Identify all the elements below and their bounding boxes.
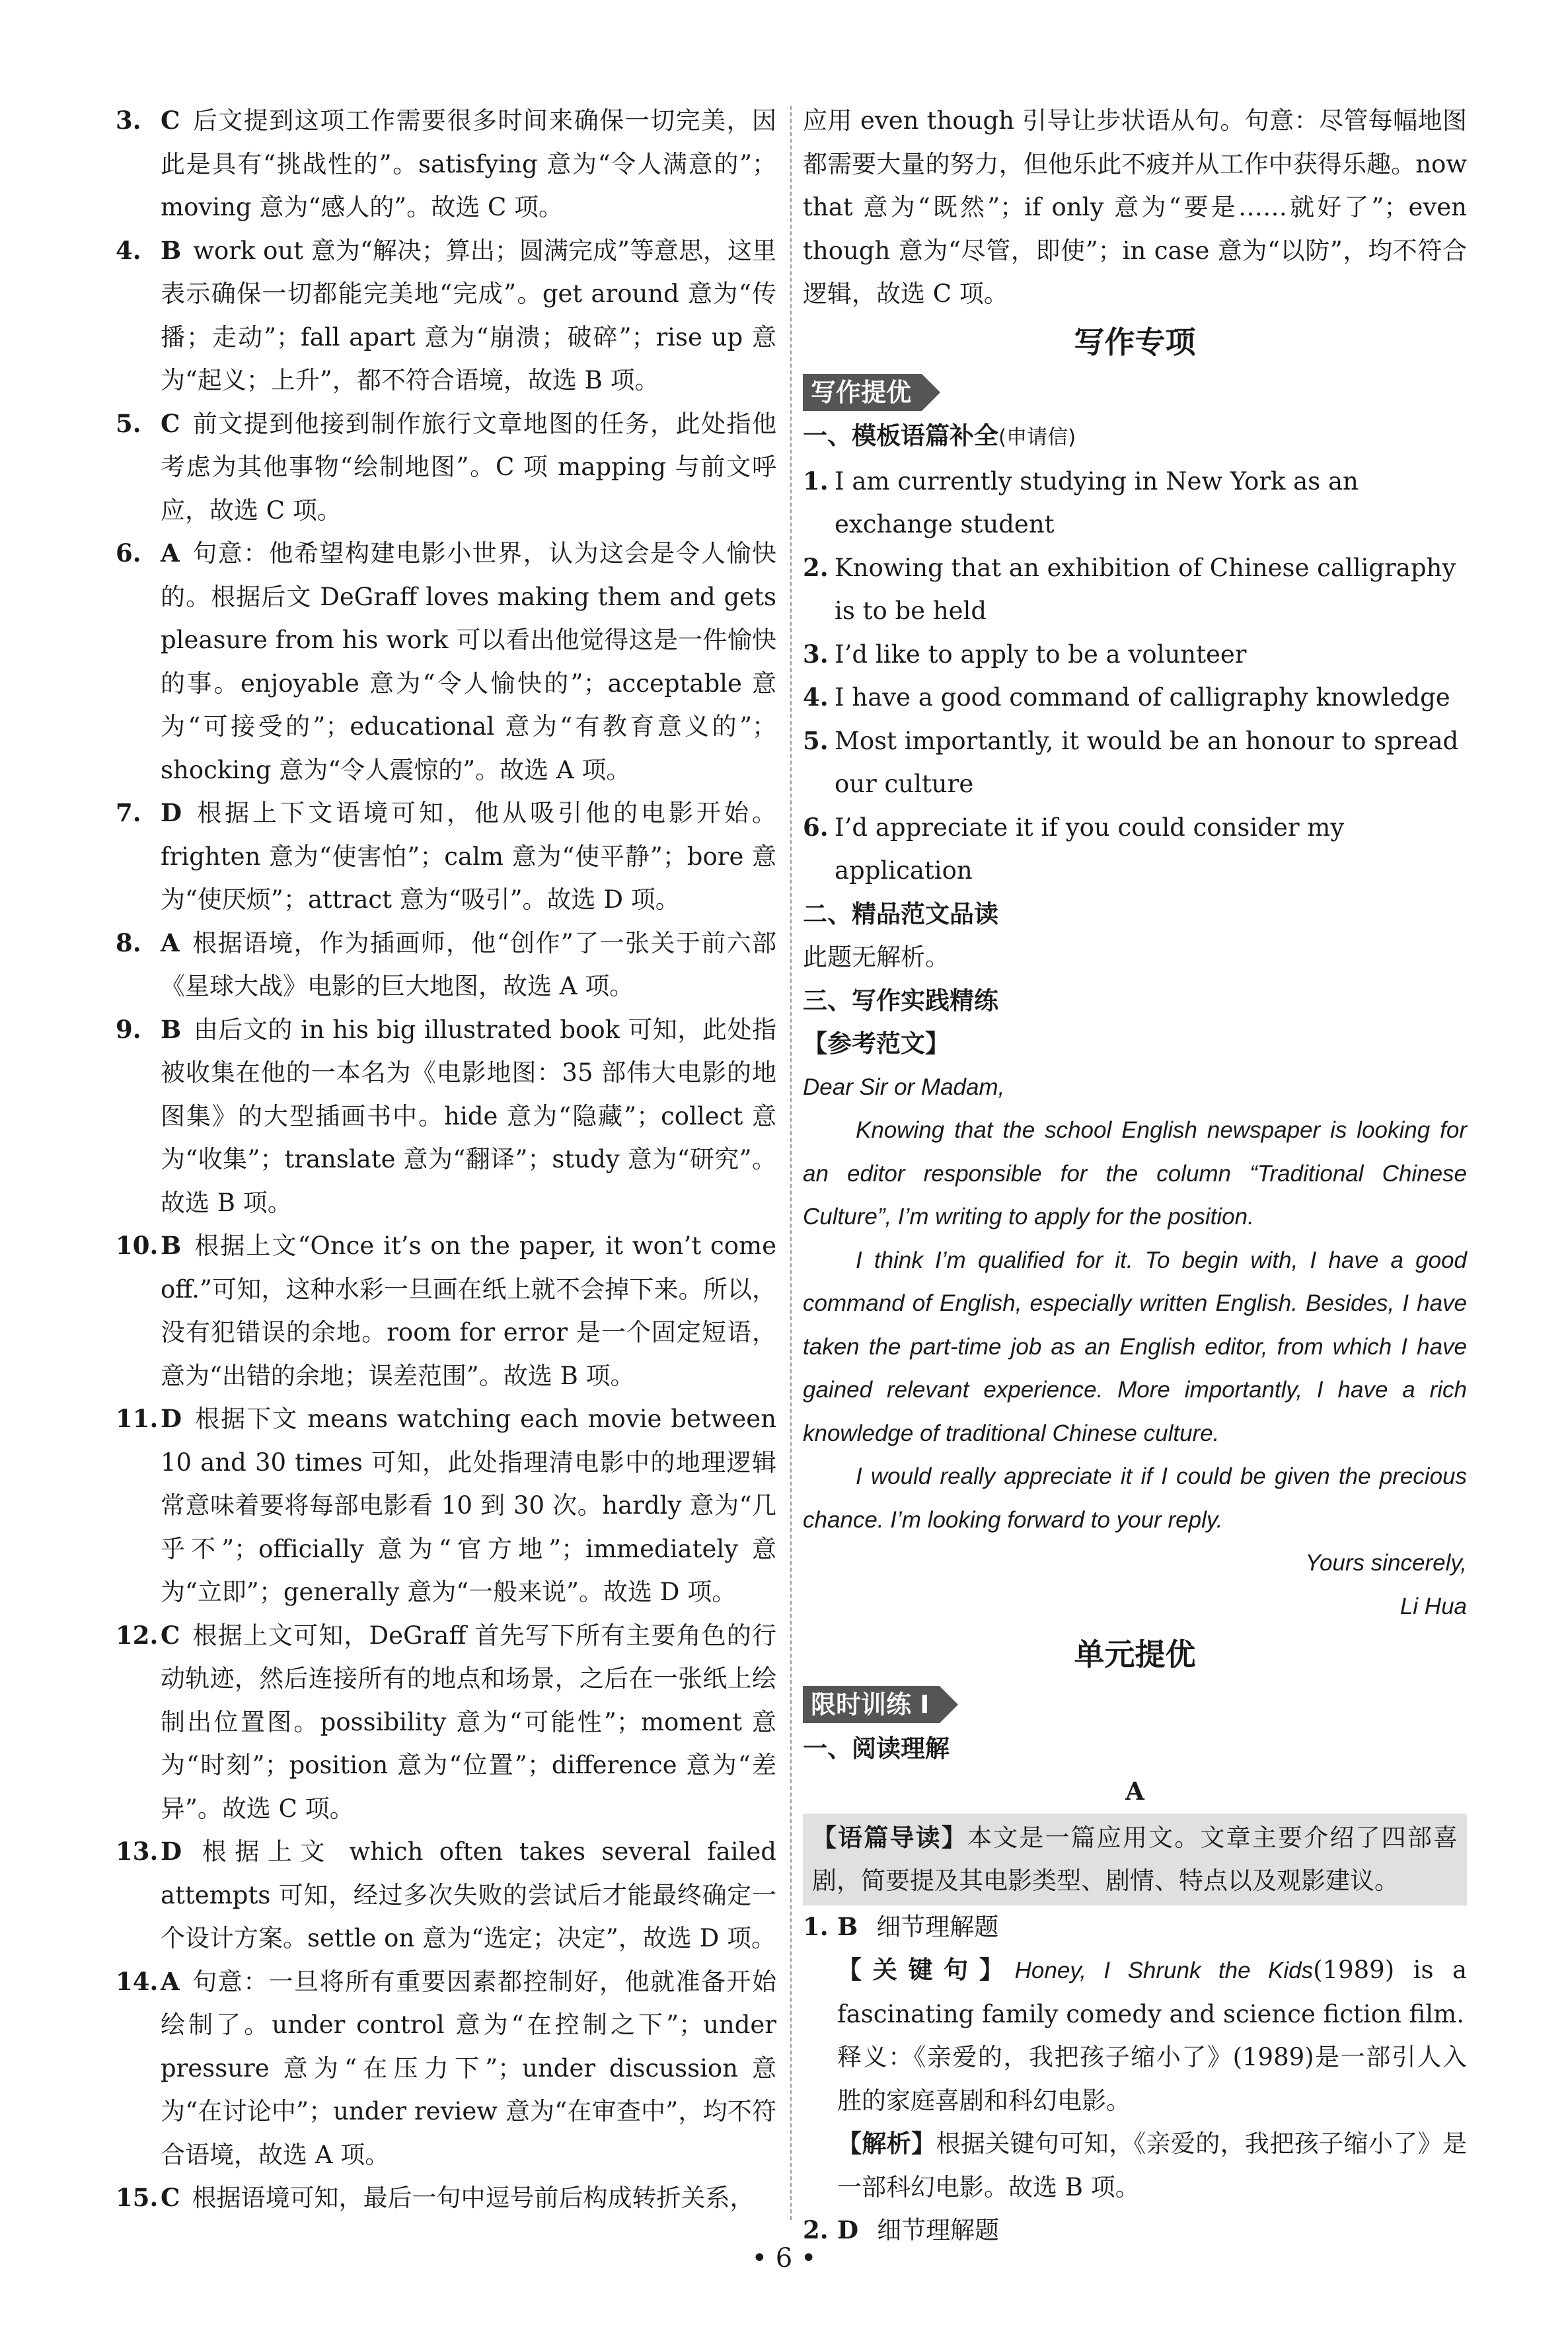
letter-paragraph-1: Knowing that the school English newspaper is looking for an editor responsible for the column “Traditional Chinese Culture”, I’m writing to apply for the position. xyxy=(803,1117,1467,1230)
page-number: • 6 • xyxy=(751,2243,817,2273)
passage-label: A xyxy=(1125,1777,1144,1806)
answer-item-5: 5. C 前文提到他接到制作旅行文章地图的任务，此处指他考虑为其他事物“绘制地图”。C 项 mapping 与前文呼应，故选 C 项。 xyxy=(116,408,776,525)
unit-section-title: 单元提优 xyxy=(1074,1637,1196,1672)
sec1-title: 一、模板语篇补全(申请信) xyxy=(803,422,1076,450)
sec1-item: 5. Most importantly, it would be an honour to spread our culture xyxy=(803,725,1459,798)
answer-item-6: 6. A 句意：他希望构建电影小世界，认为这会是令人愉快的。根据后文 DeGraff loves making them and gets pleasure from his work 可以看出他觉得这是一件愉快的事。enjoyable 意为“令人愉快的”；acceptable 意为“可接受的”；educational 意为“有教育意义的”；shocking 意为“令人震惊的”。故选 A 项。 xyxy=(116,538,776,784)
key-sentence: 【关键句】Honey, I Shrunk the Kids(1989) is a fascinating family comedy and science fiction film. xyxy=(837,1955,1467,2028)
letter-salutation: Dear Sir or Madam, xyxy=(803,1074,1005,1100)
letter-paragraph-2: I think I’m qualified for it. To begin with, I have a good command of English, especially written English. Besides, I have taken the part-time job as an English editor, from which I have gained relevant experience. More importantly, I have a rich knowledge of traditional Chinese culture. xyxy=(803,1247,1467,1446)
sec1-item: 2. Knowing that an exhibition of Chinese calligraphy is to be held xyxy=(803,552,1456,625)
question-2: 2. D 细节理解题 xyxy=(803,2215,1000,2244)
passage-guide: 【语篇导读】本文是一篇应用文。文章主要介绍了四部喜剧，简要提及其电影类型、剧情、特点以及观影建议。 xyxy=(803,1814,1467,1905)
sec3-title: 三、写作实践精练 xyxy=(803,986,998,1015)
answer-item-7: 7. D 根据上下文语境可知，他从吸引他的电影开始。frighten 意为“使害怕”；calm 意为“使平静”；bore 意为“使厌烦”；attract 意为“吸引”。故选 D 项。 xyxy=(116,798,776,914)
reference-label: 【参考范文】 xyxy=(803,1029,950,1058)
right-column xyxy=(803,99,1467,2252)
answer-item-15-continuation: 应用 even though 引导让步状语从句。句意：尽管每幅地图都需要大量的努力，但他乐此不疲并从工作中获得乐趣。now that 意为“既然”；if only 意为“要是……就好了”；even though 意为“尽管，即使”；in case 意为“以防”，均不符合逻辑，故选 C 项。 xyxy=(803,106,1467,308)
letter-paragraph-3: I would really appreciate it if I could be given the precious chance. I’m looking forward to your reply. xyxy=(803,1463,1467,1533)
writing-section-title: 写作专项 xyxy=(1074,324,1196,360)
answer-item-3: 3. C 后文提到这项工作需要很多时间来确保一切完美，因此是具有“挑战性的”。satisfying 意为“令人满意的”；moving 意为“感人的”。故选 C 项。 xyxy=(116,106,776,221)
answer-item-13: 13. D 根据上文 which often takes several failed attempts 可知，经过多次失败的尝试后才能最终确定一个设计方案。settle on 意为“选定；决定”，故选 D 项。 xyxy=(116,1837,776,1952)
letter-closing: Yours sincerely, xyxy=(1305,1550,1467,1576)
unit-banner: 限时训练 Ⅰ xyxy=(803,1686,940,1723)
question-1: 1. B 细节理解题 xyxy=(803,1911,999,1941)
answer-item-8: 8. A 根据语境，作为插画师，他“创作”了一张关于前六部《星球大战》电影的巨大地图，故选 A 项。 xyxy=(116,928,776,1000)
sec1-item: 1. I am currently studying in New York as an exchange student xyxy=(803,466,1359,538)
answer-item-15: 15. C 根据语境可知，最后一句中逗号前后构成转折关系， xyxy=(116,2183,755,2212)
answer-item-4: 4. B work out 意为“解决；算出；圆满完成”等意思，这里表示确保一切都能完美地“完成”。get around 意为“传播；走动”；fall apart 意为“崩溃；破碎”；rise up 意为“起义；上升”，都不符合语境，故选 B 项。 xyxy=(116,235,776,394)
answer-item-14: 14. A 句意：一旦将所有重要因素都控制好，他就准备开始绘制了。under control 意为“在控制之下”；under pressure 意为“在压力下”；under discussion 意为“在讨论中”；under review 意为“在审查中”，均不符合语境，故选 A 项。 xyxy=(116,1966,776,2169)
left-column xyxy=(116,99,776,2220)
answer-item-9: 9. B 由后文的 in his big illustrated book 可知，此处指被收集在他的一本名为《电影地图：35 部伟大电影的地图集》的大型插画书中。hide 意为“隐藏”；collect 意为“收集”；translate 意为“翻译”；study 意为“研究”。故选 B 项。 xyxy=(116,1014,776,1217)
sec2-title: 二、精品范文品读 xyxy=(803,899,998,928)
answer-item-12: 12. C 根据上文可知，DeGraff 首先写下所有主要角色的行动轨迹，然后连接所有的地点和场景，之后在一张纸上绘制出位置图。possibility 意为“可能性”；moment 意为“时刻”；position 意为“位置”；difference 意为“差异”。故选 C 项。 xyxy=(116,1620,776,1823)
column-divider xyxy=(790,106,792,2220)
sec1-item: 4. I have a good command of calligraphy knowledge xyxy=(803,683,1450,712)
writing-banner: 写作提优 xyxy=(803,374,922,411)
key-sentence-explanation: 释义：《亲爱的，我把孩子缩小了》(1989)是一部引人入胜的家庭喜剧和科幻电影。 xyxy=(837,2043,1468,2115)
reading-section-title: 一、阅读理解 xyxy=(803,1734,950,1763)
analysis: 【解析】根据关键句可知，《亲爱的，我把孩子缩小了》是一部科幻电影。故选 B 项。 xyxy=(837,2129,1468,2201)
sec1-item: 6. I’d appreciate it if you could consider my application xyxy=(803,812,1345,885)
answer-item-11: 11. D 根据下文 means watching each movie between 10 and 30 times 可知，此处指理清电影中的地理逻辑常意味着要将每部电影看 10 到 30 次。hardly 意为“几乎不”；officially 意为“官方地”；immediately 意为“立即”；generally 意为“一般来说”。故选 D 项。 xyxy=(116,1404,776,1606)
sec1-item: 3. I’d like to apply to be a volunteer xyxy=(803,639,1247,669)
sec2-text: 此题无解析。 xyxy=(803,943,950,971)
answer-item-10: 10. B 根据上文“Once it’s on the paper, it won’t come off.”可知，这种水彩一旦画在纸上就不会掉下来。所以，没有犯错误的余地。room for error 是一个固定短语，意为“出错的余地；误差范围”。故选 B 项。 xyxy=(116,1231,776,1390)
letter-signature: Li Hua xyxy=(1400,1593,1467,1619)
